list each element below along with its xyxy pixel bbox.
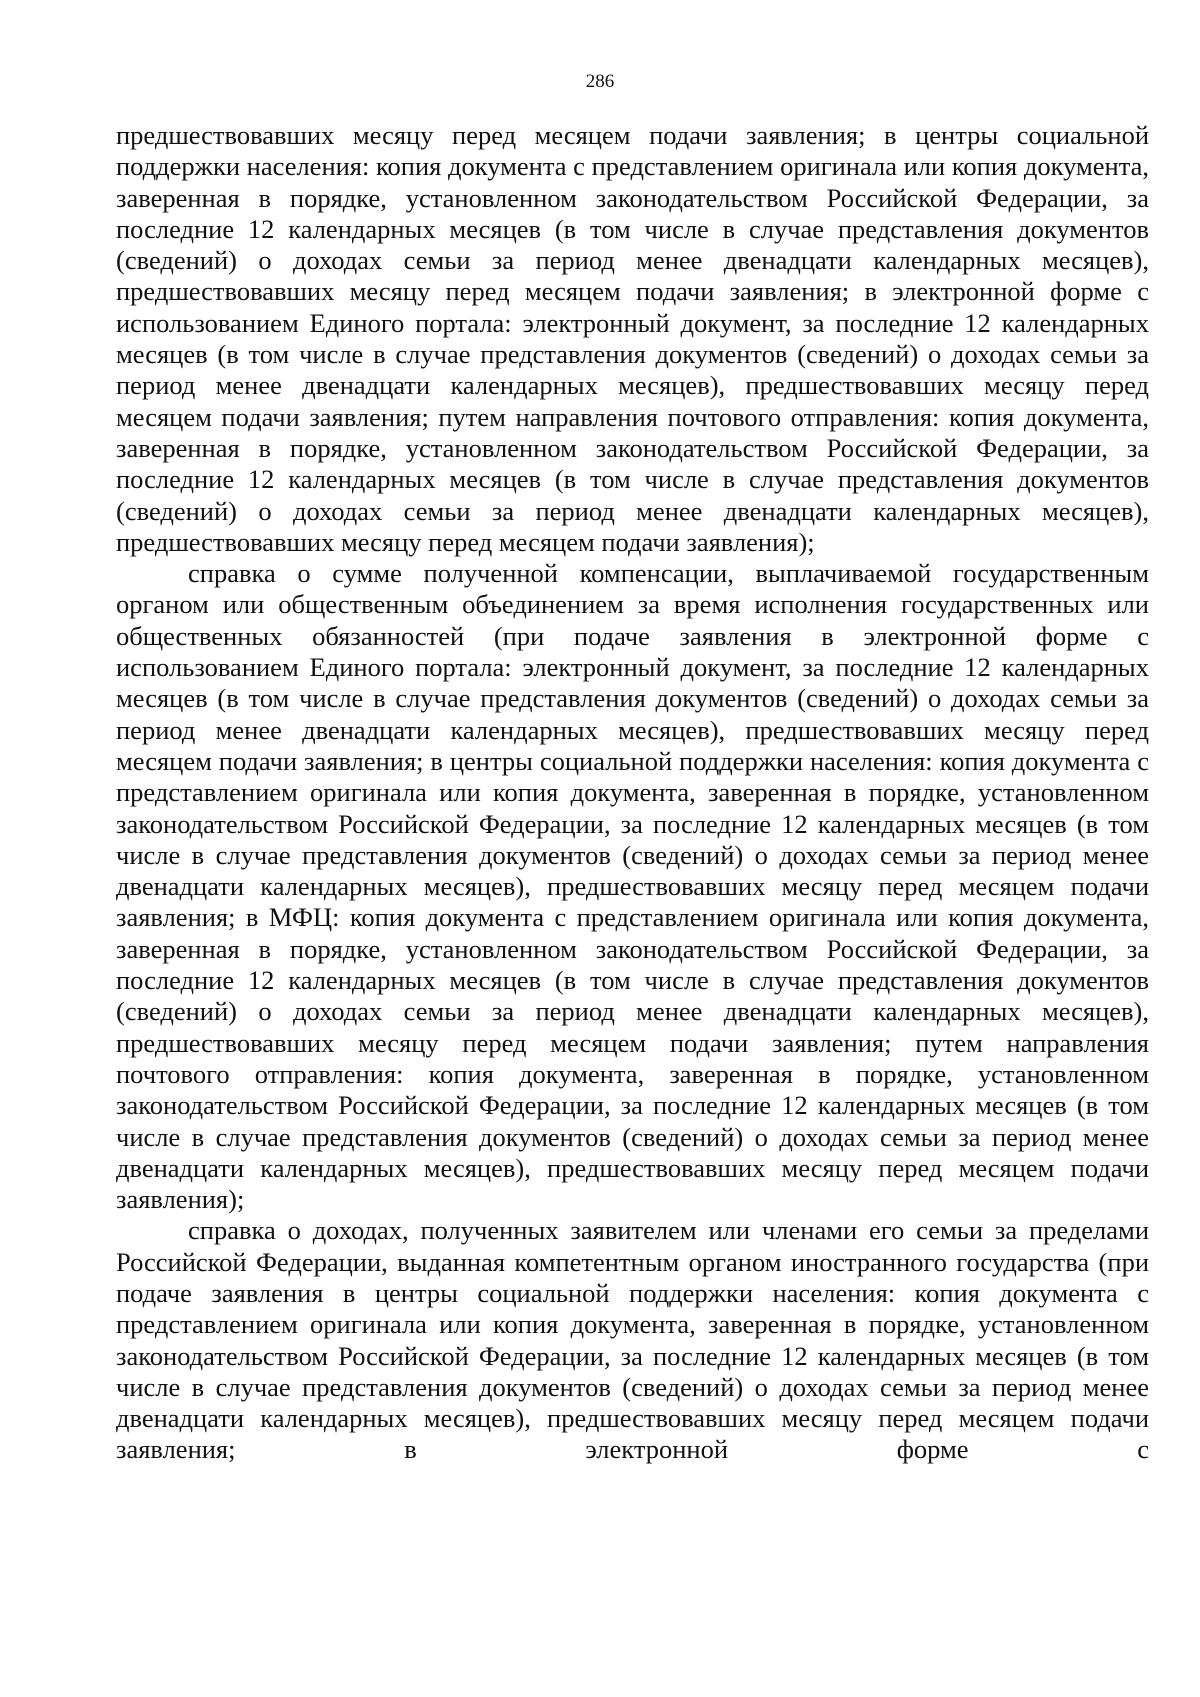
- page-number: 286: [585, 71, 615, 92]
- document-body: [116, 120, 1149, 1466]
- paragraph-continuation: предшествовавших месяцу перед месяцем подачи заявления; в центры социальной поддержки населения: копия документа с представлением оригинала или копия документа, заверенная в порядке, установленном законодательством Российской Федерации, за последние 12 календарных месяцев (в том числе в случае представления документов (сведений) о доходах семьи за период менее двенадцати календарных месяцев), предшествовавших месяцу перед месяцем подачи заявления; в электронной форме с использованием Единого портала: электронный документ, за последние 12 календарных месяцев (в том числе в случае представления документов (сведений) о доходах семьи за период менее двенадцати календарных месяцев), предшествовавших месяцу перед месяцем подачи заявления; путем направления почтового отправления: копия документа, заверенная в порядке, установленном законодательством Российской Федерации, за последние 12 календарных месяцев (в том числе в случае представления документов (сведений) о доходах семьи за период менее двенадцати календарных месяцев), предшествовавших месяцу перед месяцем подачи заявления);: [116, 120, 1149, 557]
- paragraph-foreign-income-certificate: справка о доходах, полученных заявителем или членами его семьи за пределами Российской Федерации, выданная компетентным органом иностранного государства (при подаче заявления в центры социальной поддержки населения: копия документа с представлением оригинала или копия документа, заверенная в порядке, установленном законодательством Российской Федерации, за последние 12 календарных месяцев (в том числе в случае представления документов (сведений) о доходах семьи за период менее двенадцати календарных месяцев), предшествовавших месяцу перед месяцем подачи заявления; в электронной форме с: [116, 1215, 1149, 1465]
- paragraph-compensation-certificate: справка о сумме полученной компенсации, выплачиваемой государственным органом или общественным объединением за время исполнения государственных или общественных обязанностей (при подаче заявления в электронной форме с использованием Единого портала: электронный документ, за последние 12 календарных месяцев (в том числе в случае представления документов (сведений) о доходах семьи за период менее двенадцати календарных месяцев), предшествовавших месяцу перед месяцем подачи заявления; в центры социальной поддержки населения: копия документа с представлением оригинала или копия документа, заверенная в порядке, установленном законодательством Российской Федерации, за последние 12 календарных месяцев (в том числе в случае представления документов (сведений) о доходах семьи за период менее двенадцати календарных месяцев), предшествовавших месяцу перед месяцем подачи заявления; в МФЦ: копия документа с представлением оригинала или копия документа, заверенная в порядке, установленном законодательством Российской Федерации, за последние 12 календарных месяцев (в том числе в случае представления документов (сведений) о доходах семьи за период менее двенадцати календарных месяцев), предшествовавших месяцу перед месяцем подачи заявления; путем направления почтового отправления: копия документа, заверенная в порядке, установленном законодательством Российской Федерации, за последние 12 календарных месяцев (в том числе в случае представления документов (сведений) о доходах семьи за период менее двенадцати календарных месяцев), предшествовавших месяцу перед месяцем подачи заявления);: [116, 558, 1149, 1215]
